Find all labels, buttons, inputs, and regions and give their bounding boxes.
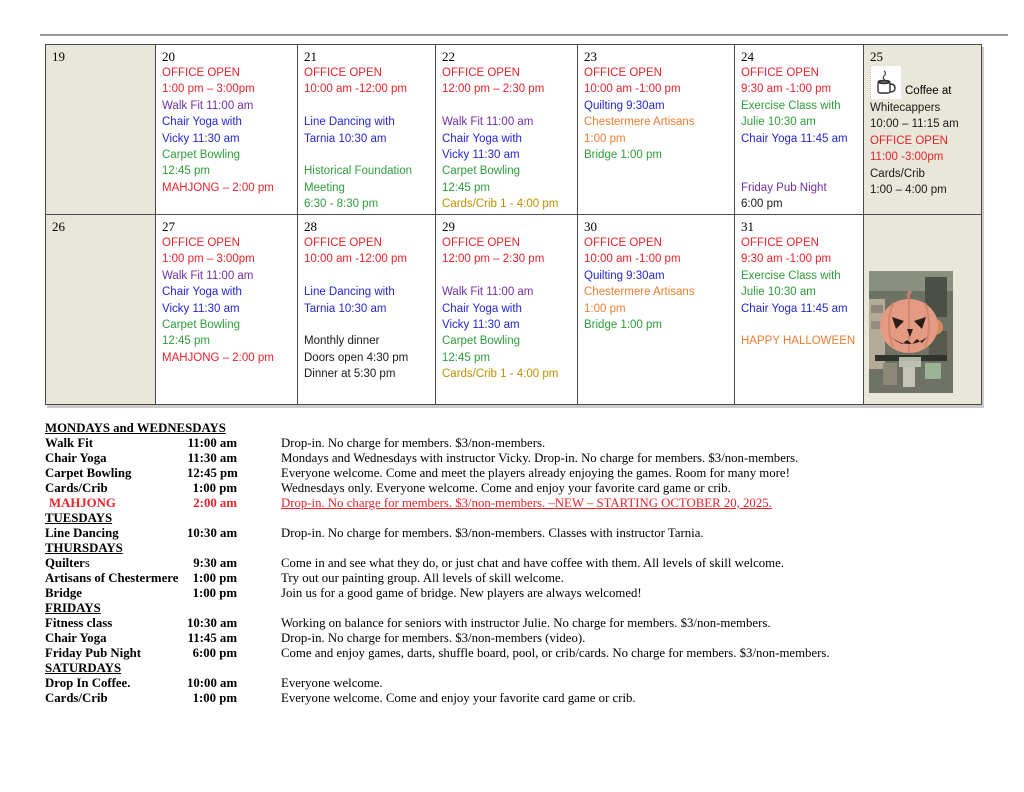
day-number: 22 bbox=[442, 49, 455, 64]
calendar-day-cell bbox=[156, 215, 298, 405]
event-line: Chair Yoga with bbox=[442, 302, 522, 315]
event-line bbox=[741, 147, 858, 163]
schedule-activity-name bbox=[45, 436, 187, 451]
event-line: Walk Fit 11:00 am bbox=[162, 99, 254, 112]
event-line: Julie 10:30 am bbox=[741, 116, 816, 129]
schedule-activity-desc: Come in and see what they do, or just chat and have coffee with them. All levels of skill welcome. bbox=[281, 556, 784, 570]
event-line bbox=[304, 268, 430, 284]
event-line: 12:45 pm bbox=[162, 165, 210, 178]
event-line: 1:00 pm – 3:00pm bbox=[162, 253, 255, 266]
event-line: Chair Yoga 11:45 am bbox=[741, 302, 848, 315]
event-line: Bridge 1:00 pm bbox=[584, 319, 662, 332]
calendar-day-cell bbox=[864, 215, 982, 405]
event-line: 1:00 pm bbox=[584, 132, 626, 145]
schedule-activity-desc: Working on balance for seniors with instructor Julie. No charge for members. $3/non-members. bbox=[281, 616, 771, 630]
schedule-activity-desc: Drop-in. No charge for members. $3/non-members. Classes with instructor Tarnia. bbox=[281, 526, 704, 540]
calendar-grid bbox=[45, 44, 982, 405]
event-line: Quilting 9:30am bbox=[584, 269, 665, 282]
event-line: Chair Yoga with bbox=[162, 286, 242, 299]
calendar-day-cell bbox=[578, 215, 735, 405]
event-line: 10:00 – 11:15 am bbox=[870, 118, 959, 131]
schedule-activity-name-text: Bridge bbox=[45, 586, 82, 600]
event-line: Coffee at bbox=[905, 85, 952, 97]
event-line: OFFICE OPEN bbox=[162, 237, 240, 249]
schedule-activity-desc: Everyone welcome. bbox=[281, 676, 383, 690]
schedule-activity-name-text: Drop In Coffee. bbox=[45, 676, 131, 690]
event-line: Carpet Bowling bbox=[442, 165, 520, 178]
schedule-activity-name-text: Walk Fit bbox=[45, 436, 93, 450]
event-line: Doors open 4:30 pm bbox=[304, 351, 409, 364]
event-line: OFFICE OPEN bbox=[584, 237, 662, 249]
schedule-section-header: TUESDAYS bbox=[45, 511, 113, 525]
event-line bbox=[304, 98, 430, 114]
schedule-activity-desc: Join us for a good game of bridge. New players are always welcomed! bbox=[281, 586, 642, 600]
event-line: MAHJONG – 2:00 pm bbox=[162, 351, 274, 364]
schedule-row bbox=[45, 586, 1005, 601]
schedule-activity-name-text: Line Dancing bbox=[45, 526, 119, 540]
day-number: 28 bbox=[304, 219, 317, 234]
event-line: OFFICE OPEN bbox=[442, 237, 520, 249]
event-line: Vicky 11:30 am bbox=[162, 302, 240, 315]
event-line: Cards/Crib 1 - 4:00 pm bbox=[442, 368, 559, 381]
calendar-day-cell bbox=[46, 215, 156, 405]
event-line: Julie 10:30 am bbox=[741, 286, 816, 299]
event-line: Carpet Bowling bbox=[162, 149, 240, 162]
event-line bbox=[741, 163, 858, 179]
schedule-activity-desc: Try out our painting group. All levels of skill welcome. bbox=[281, 571, 564, 585]
activity-schedule bbox=[45, 421, 1005, 706]
schedule-row bbox=[45, 526, 1005, 541]
schedule-activity-name bbox=[45, 676, 187, 691]
event-line: OFFICE OPEN bbox=[584, 67, 662, 79]
schedule-activity-desc: Wednesdays only. Everyone welcome. Come and enjoy your favorite card game or crib. bbox=[281, 481, 731, 495]
event-line: Vicky 11:30 am bbox=[162, 132, 240, 145]
schedule-activity-name bbox=[45, 466, 187, 481]
event-line: Line Dancing with bbox=[304, 286, 395, 299]
calendar-day-cell bbox=[436, 45, 578, 215]
day-number: 27 bbox=[162, 219, 175, 234]
day-number: 25 bbox=[870, 49, 883, 64]
schedule-activity-time: 11:30 am bbox=[187, 451, 237, 465]
event-line bbox=[741, 317, 858, 333]
schedule-activity-name bbox=[45, 571, 187, 586]
event-line: 9:30 am -1:00 pm bbox=[741, 83, 832, 96]
schedule-activity-name bbox=[45, 496, 187, 511]
schedule-activity-name bbox=[45, 616, 187, 631]
event-line: Walk Fit 11:00 am bbox=[162, 269, 254, 282]
event-line: OFFICE OPEN bbox=[870, 134, 948, 147]
calendar-day-cell bbox=[156, 45, 298, 215]
event-line bbox=[442, 98, 572, 114]
event-line: Friday Pub Night bbox=[741, 181, 827, 194]
schedule-activity-name bbox=[45, 481, 187, 496]
schedule-row bbox=[45, 646, 1005, 661]
schedule-activity-time: 1:00 pm bbox=[192, 586, 237, 600]
event-line: Walk Fit 11:00 am bbox=[442, 286, 534, 299]
schedule-row bbox=[45, 436, 1005, 451]
day-number: 20 bbox=[162, 49, 175, 64]
page-top-rule bbox=[40, 34, 1008, 36]
event-line: 1:00 pm – 3:00pm bbox=[162, 83, 255, 96]
event-line: Chestermere Artisans bbox=[584, 286, 695, 299]
day-number: 21 bbox=[304, 49, 317, 64]
event-line: Tarnia 10:30 am bbox=[304, 302, 387, 315]
event-line: 10:00 am -1:00 pm bbox=[584, 253, 681, 266]
schedule-activity-time: 12:45 pm bbox=[187, 466, 238, 480]
schedule-activity-time: 6:00 pm bbox=[192, 646, 237, 660]
schedule-activity-name-text: Friday Pub Night bbox=[45, 646, 141, 660]
event-line: 6:30 - 8:30 pm bbox=[304, 198, 379, 211]
day-number: 23 bbox=[584, 49, 597, 64]
schedule-activity-name bbox=[45, 451, 187, 466]
schedule-row bbox=[45, 451, 1005, 466]
event-line: 12:45 pm bbox=[162, 335, 210, 348]
day-number: 29 bbox=[442, 219, 455, 234]
day-number: 31 bbox=[741, 219, 754, 234]
event-line: Line Dancing with bbox=[304, 116, 395, 129]
event-line: HAPPY HALLOWEEN bbox=[741, 335, 856, 348]
event-line: OFFICE OPEN bbox=[741, 67, 819, 79]
schedule-activity-name-text: MAHJONG bbox=[49, 496, 116, 510]
schedule-activity-time: 11:00 am bbox=[187, 436, 237, 450]
calendar-day-cell bbox=[298, 45, 436, 215]
schedule-activity-name bbox=[45, 646, 187, 661]
event-line: Exercise Class with bbox=[741, 269, 841, 282]
schedule-section-header: MONDAYS and WEDNESDAYS bbox=[45, 421, 226, 435]
schedule-section-header: THURSDAYS bbox=[45, 541, 123, 555]
event-line: 12:00 pm – 2:30 pm bbox=[442, 83, 545, 96]
calendar-day-cell bbox=[436, 215, 578, 405]
schedule-row bbox=[45, 466, 1005, 481]
schedule-activity-time: 1:00 pm bbox=[192, 691, 237, 705]
schedule-row bbox=[45, 481, 1005, 496]
event-line: 12:00 pm – 2:30 pm bbox=[442, 253, 545, 266]
event-line bbox=[442, 268, 572, 284]
event-line: Carpet Bowling bbox=[162, 319, 240, 332]
schedule-row bbox=[45, 676, 1005, 691]
schedule-section-header: FRIDAYS bbox=[45, 601, 101, 615]
schedule-activity-name-text: Cards/Crib bbox=[45, 481, 108, 495]
schedule-row bbox=[45, 571, 1005, 586]
calendar-day-cell bbox=[735, 215, 864, 405]
event-line: MAHJONG – 2:00 pm bbox=[162, 181, 274, 194]
event-line: Cards/Crib bbox=[870, 167, 925, 180]
calendar-day-cell bbox=[735, 45, 864, 215]
event-line: OFFICE OPEN bbox=[304, 237, 382, 249]
day-number: 30 bbox=[584, 219, 597, 234]
schedule-row bbox=[45, 496, 1005, 511]
calendar-day-cell bbox=[578, 45, 735, 215]
schedule-activity-name bbox=[45, 586, 187, 601]
schedule-activity-name bbox=[45, 691, 187, 706]
event-line: OFFICE OPEN bbox=[304, 67, 382, 79]
schedule-activity-time: 10:30 am bbox=[187, 616, 238, 630]
event-line: 1:00 pm bbox=[584, 302, 626, 315]
event-line: Chair Yoga with bbox=[162, 116, 242, 129]
event-line: Vicky 11:30 am bbox=[442, 149, 520, 162]
event-line: 6:00 pm bbox=[741, 198, 783, 211]
event-line: Meeting bbox=[304, 181, 345, 194]
event-line: Historical Foundation bbox=[304, 165, 413, 178]
calendar-day-cell bbox=[298, 215, 436, 405]
event-line: Walk Fit 11:00 am bbox=[442, 116, 534, 129]
event-line bbox=[304, 317, 430, 333]
event-line: Vicky 11:30 am bbox=[442, 319, 520, 332]
event-line: 10:00 am -12:00 pm bbox=[304, 83, 407, 96]
schedule-row bbox=[45, 691, 1005, 706]
calendar-day-cell bbox=[46, 45, 156, 215]
schedule-activity-name bbox=[45, 631, 187, 646]
day-number: 19 bbox=[52, 49, 65, 64]
schedule-activity-time: 9:30 am bbox=[193, 556, 237, 570]
schedule-activity-name-text: Chair Yoga bbox=[45, 451, 107, 465]
event-line: 12:45 pm bbox=[442, 181, 490, 194]
event-line: 1:00 – 4:00 pm bbox=[870, 184, 947, 197]
schedule-activity-time: 1:00 pm bbox=[192, 571, 237, 585]
schedule-activity-desc: Drop-in. No charge for members. $3/non-members (video). bbox=[281, 631, 586, 645]
day-number: 26 bbox=[52, 219, 65, 234]
schedule-activity-name-suffix: s bbox=[84, 556, 90, 570]
event-line: Whitecappers bbox=[870, 102, 941, 114]
schedule-row bbox=[45, 616, 1005, 631]
schedule-activity-name-text: Chair Yoga bbox=[45, 631, 107, 645]
event-line: Exercise Class with bbox=[741, 99, 841, 112]
event-line: Chestermere Artisans bbox=[584, 116, 695, 129]
event-line: OFFICE OPEN bbox=[442, 67, 520, 79]
schedule-row bbox=[45, 631, 1005, 646]
schedule-row bbox=[45, 556, 1005, 571]
event-line: 10:00 am -1:00 pm bbox=[584, 83, 681, 96]
coffee-cup-icon bbox=[870, 66, 901, 99]
event-line: OFFICE OPEN bbox=[741, 237, 819, 249]
event-line: Cards/Crib 1 - 4:00 pm bbox=[442, 198, 559, 211]
schedule-activity-time: 11:45 am bbox=[187, 631, 237, 645]
event-line: 10:00 am -12:00 pm bbox=[304, 253, 407, 266]
event-line: 9:30 am -1:00 pm bbox=[741, 253, 832, 266]
schedule-activity-name-text: Quilter bbox=[45, 556, 85, 570]
event-line: Tarnia 10:30 am bbox=[304, 132, 387, 145]
event-line: 11:00 -3:00pm bbox=[870, 151, 944, 164]
schedule-activity-desc: Come and enjoy games, darts, shuffle board, pool, or crib/cards. No charge for members. $3/non-members. bbox=[281, 646, 830, 660]
event-line: Carpet Bowling bbox=[442, 335, 520, 348]
schedule-activity-desc: Everyone welcome. Come and meet the players already enjoying the games. Room for many more! bbox=[281, 466, 790, 480]
schedule-activity-time: 10:00 am bbox=[187, 676, 238, 690]
schedule-activity-name-text: Artisans of Chestermere bbox=[45, 571, 179, 585]
schedule-activity-name bbox=[45, 526, 187, 541]
schedule-activity-time: 2:00 am bbox=[193, 496, 237, 510]
pumpkin-photo bbox=[869, 271, 953, 393]
coffee-event bbox=[870, 65, 976, 99]
event-line: Bridge 1:00 pm bbox=[584, 149, 662, 162]
event-line bbox=[304, 147, 430, 163]
event-line: Dinner at 5:30 pm bbox=[304, 368, 396, 381]
event-line: Quilting 9:30am bbox=[584, 99, 665, 112]
schedule-activity-time: 1:00 pm bbox=[192, 481, 237, 495]
schedule-activity-name-text: Cards/Crib bbox=[45, 691, 108, 705]
schedule-activity-desc: Everyone welcome. Come and enjoy your favorite card game or crib. bbox=[281, 691, 636, 705]
event-line: Monthly dinner bbox=[304, 335, 380, 348]
schedule-activity-name-text: Carpet Bowling bbox=[45, 466, 132, 480]
schedule-activity-desc: Drop-in. No charge for members. $3/non-members. –NEW – STARTING OCTOBER 20, 2025. bbox=[281, 496, 772, 510]
schedule-section-header: SATURDAYS bbox=[45, 661, 122, 675]
event-line: Chair Yoga 11:45 am bbox=[741, 132, 848, 145]
schedule-activity-desc: Drop-in. No charge for members. $3/non-members. bbox=[281, 436, 546, 450]
schedule-activity-name bbox=[45, 556, 187, 571]
day-number: 24 bbox=[741, 49, 754, 64]
schedule-activity-time: 10:30 am bbox=[187, 526, 238, 540]
event-line: 12:45 pm bbox=[442, 351, 490, 364]
event-line: Chair Yoga with bbox=[442, 132, 522, 145]
calendar-day-cell bbox=[864, 45, 982, 215]
schedule-activity-desc: Mondays and Wednesdays with instructor Vicky. Drop-in. No charge for members. $3/non-members. bbox=[281, 451, 799, 465]
schedule-activity-name-text: Fitness class bbox=[45, 616, 113, 630]
event-line: OFFICE OPEN bbox=[162, 67, 240, 79]
